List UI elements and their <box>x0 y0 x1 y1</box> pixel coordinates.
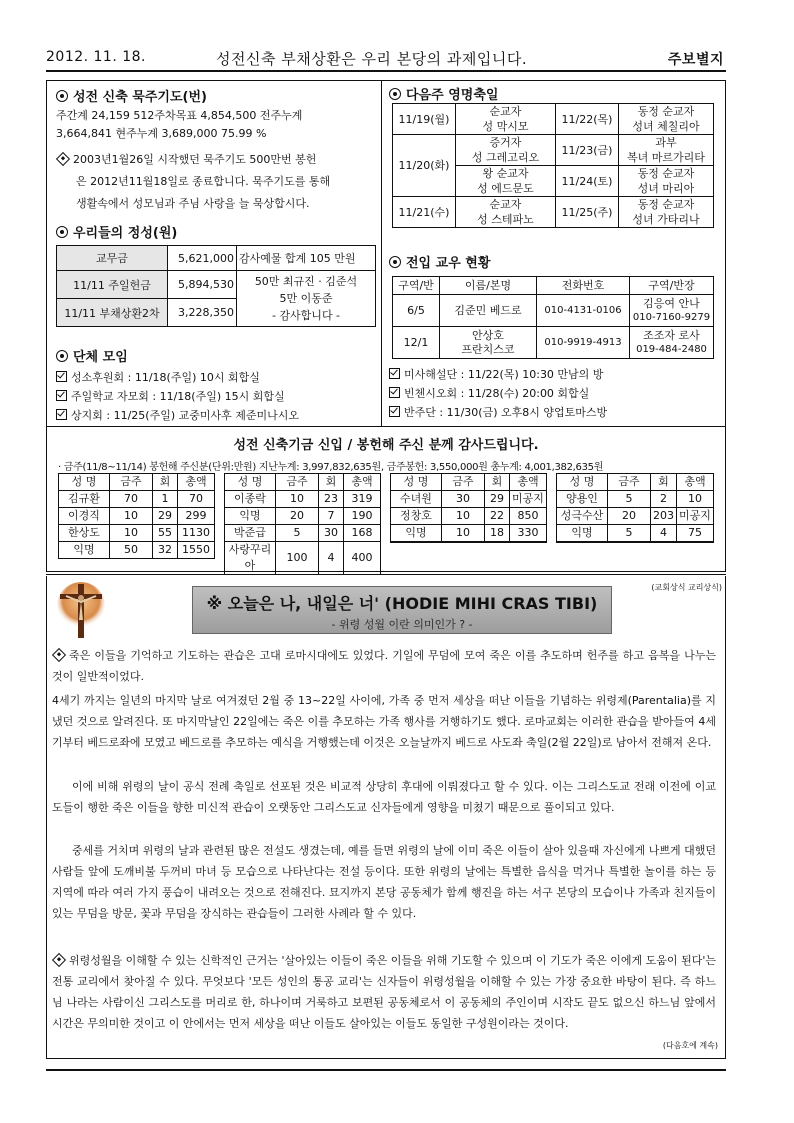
donation-cell: 299 <box>178 508 215 525</box>
feast-saint <box>619 166 714 197</box>
donation-cell: 70 <box>178 491 215 508</box>
feast-saint <box>456 135 556 166</box>
donation-table <box>58 473 215 559</box>
leader-phone: 010-7160-9279 <box>632 311 711 323</box>
event-text: 빈첸시오회 : 11/28(수) 20:00 회합실 <box>404 387 590 400</box>
feast-table <box>392 103 714 228</box>
donation-cell: 4 <box>651 525 677 542</box>
groups-title: 단체 모임 <box>73 350 128 365</box>
donation-cell: 319 <box>344 491 381 508</box>
article-paragraph-5 <box>52 950 716 1034</box>
donation-cell: 29 <box>485 491 510 508</box>
donation-col-header: 금주 <box>608 474 651 491</box>
rosary-title: 성전 신축 묵주기도(번) <box>73 90 207 105</box>
thanks-line2: 5만 이동준 <box>279 292 333 305</box>
feast-saint <box>456 197 556 228</box>
thanks-total: 감사예물 합계 105 만원 <box>237 246 376 271</box>
donation-col-header: 총액 <box>677 474 714 491</box>
offering-title: 우리들의 정성(원) <box>73 226 178 241</box>
circle-bullet-icon <box>56 350 68 362</box>
thanks-cell <box>237 271 376 327</box>
feast-title: 다음주 영명축일 <box>406 88 499 103</box>
col-header: 구역/반 <box>393 277 440 295</box>
donation-cell: 10 <box>110 525 153 542</box>
donation-row <box>391 542 547 543</box>
donation-cell: 익명 <box>59 542 110 559</box>
saint-title: 왕 순교자 <box>482 167 529 180</box>
rosary-line2: 3,664,841 현주누계 3,689,000 75.99 % <box>56 127 267 140</box>
article-title: ※ 오늘은 나, 내일은 너' (HODIE MIHI CRAS TIBI) <box>206 594 598 613</box>
article-paragraph-2: 4세기 까지는 일년의 마지막 날로 여겨졌던 2월 중 13~22일 사이에, 가족 중 먼저 세상을 떠난 이들을 기념하는 위령제(Parentalia)를 지냈던 것으로 알려진다. 또 마지막날인 22일에는 죽은 이를 추모하는 가족 행사를 거행하기도 했다. 로마교회는 이러한 관습을 받아들여 4세기부터 베드로좌에 모였고 베드로를 추모하는 예식을 거행했는데 이것은 오늘날까지 베드로 사도좌 축일(2월 22일)로 남아서 전해져 온다. <box>52 694 716 749</box>
group-item <box>56 388 376 404</box>
diamond-bullet-icon <box>52 953 66 967</box>
donation-cell <box>442 542 485 543</box>
newcomer-name <box>440 327 537 359</box>
header-slogan: 성전신축 부채상환은 우리 본당의 과제입니다. <box>216 50 528 68</box>
donation-row <box>225 491 381 508</box>
paragraph-text: 위령성월을 이해할 수 있는 신학적인 근거는 '살아있는 이들이 죽은 이들을 위해 기도할 수 있으며 이 기도가 죽은 이에게 도움이 된다'는 전통 교리에서 찾아질 수 있다. 무엇보다 '모든 성인의 통공 교리'는 신자들이 위령성월을 이해할 수 있는 가장 중요한 바탕이 된다. 즉 하느님 나라는 사람이신 그리스도를 머리로 한, 하나이며 거룩하고 보편된 공동체로서 이 공동체의 주인이며 시작도 끝도 없으신 하느님 앞에서 시간은 무의미한 것이고 이 안에서는 먼저 세상을 떠난 이들도 살아있는 이들도 동일한 구성원이라는 것이다. <box>52 954 716 1030</box>
donation-cell: 30 <box>319 525 344 542</box>
donation-cell: 20 <box>608 508 651 525</box>
feast-saint <box>619 197 714 228</box>
donation-cell <box>485 542 510 543</box>
article-paragraph-4: 중세를 거치며 위령의 날과 관련된 많은 전설도 생겼는데, 예를 들면 위령의 날에 이미 죽은 이들이 살아 있을때 자신에게 나쁘게 대했던 사람들 앞에 도깨비불 두꺼비 마녀 등 모습으로 나타난다는 전설 등이다. 또한 위령의 날에는 특별한 음식을 먹거나 특별한 놀이를 하는 등 지역에 따라 여러 가지 풍습이 내려오는 것으로 전해진다. 묘지까지 본당 공동체가 함께 행진을 하는 서구 본당의 모습이나 가족과 친지들이 있는 무덤을 방문, 꽃과 무덤을 장식하는 관습들이 그러한 사례라 할 수 있다. <box>52 844 716 920</box>
donation-title: 성전 신축기금 신입 / 봉헌해 주신 분께 감사드립니다. <box>233 438 539 453</box>
donation-cell: 정창호 <box>391 508 442 525</box>
donation-cell: 미공지 <box>510 491 547 508</box>
donation-col-header: 회 <box>153 474 178 491</box>
saint-name: 성녀 가타리나 <box>632 213 700 226</box>
check-bullet-icon <box>389 406 400 417</box>
donation-cell: 수녀원 <box>391 491 442 508</box>
donation-cell <box>391 542 442 543</box>
saint-name: 성 막시모 <box>482 120 529 133</box>
check-bullet-icon <box>56 371 67 382</box>
page-header <box>46 46 726 68</box>
donation-cell: 미공지 <box>677 508 714 525</box>
donation-row <box>557 491 714 508</box>
group-item-text: 상지회 : 11/25(주일) 교중미사후 제준미나시오 <box>71 409 299 422</box>
groups-title-row <box>56 346 376 365</box>
event-text: 미사해설단 : 11/22(목) 10:30 만남의 방 <box>404 368 604 381</box>
donation-cell: 김규환 <box>59 491 110 508</box>
donation-cell: 한상도 <box>59 525 110 542</box>
donation-cell: 10 <box>677 491 714 508</box>
rosary-note-3: 생활속에서 성모님과 주님 사랑을 늘 묵상합시다. <box>76 197 310 210</box>
donation-cell: 850 <box>510 508 547 525</box>
rosary-note-1 <box>56 151 376 167</box>
feast-saint <box>619 104 714 135</box>
rosary-title-row <box>56 86 376 105</box>
article-top-rule <box>46 574 726 575</box>
header-rule <box>46 70 726 72</box>
donation-col-header: 금주 <box>110 474 153 491</box>
feast-saint <box>619 135 714 166</box>
donation-col-header: 회 <box>651 474 677 491</box>
donation-cell: 2 <box>651 491 677 508</box>
newcomer-zone: 12/1 <box>393 327 440 359</box>
donation-row <box>391 525 547 542</box>
diamond-bullet-icon <box>56 152 70 166</box>
donation-cell <box>608 542 651 543</box>
donation-col-header: 금주 <box>276 474 319 491</box>
leader-phone: 019-484-2480 <box>636 343 707 355</box>
donation-col-header: 금주 <box>442 474 485 491</box>
col-header: 이름/본명 <box>440 277 537 295</box>
newcomer-leader <box>630 327 714 359</box>
paragraph-text: 죽은 이들을 기억하고 기도하는 관습은 고대 로마시대에도 있었다. 기일에 무덤에 모여 죽은 이를 추도하며 헌주를 하고 음복을 나누는 것이 일반적이었다. <box>52 649 716 683</box>
article-subtitle: - 위령 성월 이란 의미인가 ? - <box>331 618 473 631</box>
donation-cell: 330 <box>510 525 547 542</box>
feast-date: 11/20(화) <box>393 135 456 197</box>
continued-note: (다음호에 계속) <box>662 1041 718 1050</box>
article-right-border <box>725 576 726 1058</box>
donation-row <box>59 542 215 559</box>
offering-table <box>56 245 376 327</box>
group-item <box>56 369 376 385</box>
feast-date: 11/22(목) <box>556 104 619 135</box>
issue-date: 2012. 11. 18. <box>46 49 147 65</box>
newcomers-title: 전입 교우 현황 <box>406 256 491 271</box>
donation-cell <box>557 542 608 543</box>
donation-cell: 박준급 <box>225 525 276 542</box>
rosary-note-text: 2003년1월26일 시작했던 묵주기도 500만번 봉헌 <box>73 153 317 166</box>
donation-cell: 203 <box>651 508 677 525</box>
offering-title-row <box>56 222 177 241</box>
donation-cell: 168 <box>344 525 381 542</box>
saint-name: 성 에드문도 <box>477 182 534 195</box>
rosary-line1: 주간계 24,159 512주차목표 4,854,500 전주누계 <box>56 109 303 122</box>
donation-cell: 10 <box>442 508 485 525</box>
donation-col-header: 회 <box>485 474 510 491</box>
crucifix-image <box>56 580 106 640</box>
offering-label: 11/11 부채상환2차 <box>57 299 168 327</box>
page-footer-rule <box>46 1069 726 1071</box>
donation-cell: 55 <box>153 525 178 542</box>
diamond-bullet-icon <box>52 648 66 662</box>
saint-title: 순교자 <box>489 105 522 118</box>
donation-row <box>59 508 215 525</box>
donation-row <box>225 542 381 575</box>
donation-cell: 7 <box>319 508 344 525</box>
publication-name: 주보별지 <box>667 52 724 68</box>
donation-col-header: 회 <box>319 474 344 491</box>
check-bullet-icon <box>389 368 400 379</box>
donation-col-header: 총액 <box>344 474 381 491</box>
offering-value: 5,894,530 <box>168 271 237 299</box>
offering-value: 5,621,000 <box>168 246 237 271</box>
circle-bullet-icon <box>389 88 401 100</box>
donation-row <box>225 525 381 542</box>
event-text: 반주단 : 11/30(금) 오후8시 양업토마스방 <box>404 406 608 419</box>
donation-cell: 1550 <box>178 542 215 559</box>
col-header: 구역/반장 <box>630 277 714 295</box>
feast-date: 11/23(금) <box>556 135 619 166</box>
donation-cell: 이종락 <box>225 491 276 508</box>
donation-table <box>224 473 381 575</box>
donation-row <box>225 508 381 525</box>
newcomer-leader <box>630 295 714 327</box>
donation-col-header: 총액 <box>178 474 215 491</box>
newcomer-phone: 010-4131-0106 <box>537 295 630 327</box>
article-left-border <box>46 576 47 1058</box>
saint-name: 성 스테파노 <box>477 213 534 226</box>
event-item <box>389 385 719 401</box>
donation-row <box>557 542 714 543</box>
donation-cell: 익명 <box>391 525 442 542</box>
saint-title: 동정 순교자 <box>637 198 695 211</box>
donation-cell <box>677 542 714 543</box>
article-source: (교회상식 교리상식) <box>651 583 722 592</box>
donation-cell: 18 <box>485 525 510 542</box>
donation-cell: 5 <box>276 525 319 542</box>
feast-date: 11/24(토) <box>556 166 619 197</box>
donation-cell: 22 <box>485 508 510 525</box>
donation-cell: 32 <box>153 542 178 559</box>
donation-cell: 10 <box>276 491 319 508</box>
donation-summary: · 금주(11/8~11/14) 봉헌해 주신분(단위:만원) 지난누계: 3,997,832,635원, 금주봉헌: 3,550,000원 총누계: 4,001,382,635원 <box>58 462 604 473</box>
feast-title-row <box>389 84 498 103</box>
donation-cell: 1 <box>153 491 178 508</box>
saint-title: 동정 순교자 <box>637 105 695 118</box>
saint-title: 과부 <box>655 136 677 149</box>
donation-row <box>391 491 547 508</box>
leader-name: 조조자 로사 <box>643 328 700 342</box>
donation-cell: 성극수산 <box>557 508 608 525</box>
donation-cell: 190 <box>344 508 381 525</box>
donation-cell: 이경직 <box>59 508 110 525</box>
donation-row <box>59 525 215 542</box>
donation-cell: 30 <box>442 491 485 508</box>
donation-cell: 23 <box>319 491 344 508</box>
group-item <box>56 407 376 423</box>
offering-label: 교무금 <box>57 246 168 271</box>
newcomer-name-line: 프란치스코 <box>461 342 515 356</box>
leader-name: 김응여 안나 <box>643 296 700 310</box>
donation-cell: 29 <box>153 508 178 525</box>
saint-title: 동정 순교자 <box>637 167 695 180</box>
article-paragraph-3: 이에 비해 위령의 날이 공식 전례 축일로 선포된 것은 비교적 상당히 후대에 이뤄졌다고 할 수 있다. 이는 그리스도교 전래 이전에 이교도들이 행한 죽은 이들을 향한 미신적 관습이 오랫동안 그리스도교 신자들에게 영향을 미쳤기 때문으로 풀이되고 있다. <box>52 780 716 814</box>
groups-section <box>56 346 376 423</box>
donation-cell: 양용인 <box>557 491 608 508</box>
circle-bullet-icon <box>56 90 68 102</box>
donation-table <box>556 473 714 543</box>
donation-cell: 5 <box>608 525 651 542</box>
offering-value: 3,228,350 <box>168 299 237 327</box>
newcomer-phone: 010-9919-4913 <box>537 327 630 359</box>
column-divider <box>381 80 382 427</box>
thanks-line3: - 감사합니다 - <box>271 309 341 322</box>
donation-cell: 75 <box>677 525 714 542</box>
saint-title: 순교자 <box>489 198 522 211</box>
donation-col-header: 총액 <box>510 474 547 491</box>
offering-label: 11/11 주일헌금 <box>57 271 168 299</box>
donation-cell: 70 <box>110 491 153 508</box>
events-list <box>389 366 719 420</box>
event-item <box>389 404 719 420</box>
saint-title: 증거자 <box>489 136 522 149</box>
circle-bullet-icon <box>56 226 68 238</box>
donation-cell: 400 <box>344 542 381 575</box>
donation-cell <box>651 542 677 543</box>
donation-cell <box>510 542 547 543</box>
saint-name: 성녀 체칠리아 <box>632 120 700 133</box>
check-bullet-icon <box>389 387 400 398</box>
feast-saint <box>456 104 556 135</box>
rosary-note-2: 은 2012년11월18일로 종료합니다. 묵주기도를 통해 <box>76 175 331 188</box>
donation-cell: 10 <box>110 508 153 525</box>
donation-cell: 익명 <box>557 525 608 542</box>
donation-cell: 사랑꾸리아 <box>225 542 276 575</box>
donation-col-header: 성 명 <box>391 474 442 491</box>
donation-cell: 10 <box>442 525 485 542</box>
donation-row <box>557 508 714 525</box>
article-bottom-rule <box>46 1058 726 1059</box>
newcomers-title-row <box>389 252 490 271</box>
crucifix-icon <box>56 580 106 640</box>
thanks-line1: 50만 최규진 · 김준석 <box>254 275 358 288</box>
newcomer-zone: 6/5 <box>393 295 440 327</box>
feast-saint <box>456 166 556 197</box>
donation-cell: 50 <box>110 542 153 559</box>
donation-cell: 익명 <box>225 508 276 525</box>
donation-cell: 20 <box>276 508 319 525</box>
donation-row <box>59 491 215 508</box>
article-paragraph-1 <box>52 645 716 687</box>
saint-name: 성 그레고리오 <box>471 151 540 164</box>
group-item-text: 성소후원회 : 11/18(주일) 10시 회합실 <box>71 371 260 384</box>
col-header: 전화번호 <box>537 277 630 295</box>
donation-row <box>557 525 714 542</box>
donation-col-header: 성 명 <box>557 474 608 491</box>
check-bullet-icon <box>56 390 67 401</box>
feast-date: 11/19(월) <box>393 104 456 135</box>
event-item <box>389 366 719 382</box>
feast-date: 11/25(주) <box>556 197 619 228</box>
donation-col-header: 성 명 <box>59 474 110 491</box>
group-item-text: 주일학교 자모회 : 11/18(주일) 15시 회합실 <box>71 390 285 403</box>
donation-row <box>391 508 547 525</box>
saint-name: 복녀 마르가리타 <box>627 151 705 164</box>
newcomer-name-line: 안상호 <box>472 328 504 342</box>
saint-name: 성녀 마리아 <box>637 182 695 195</box>
article-banner <box>192 586 612 634</box>
check-bullet-icon <box>56 409 67 420</box>
donation-cell: 5 <box>608 491 651 508</box>
newcomers-table <box>392 276 714 359</box>
donation-table <box>390 473 547 543</box>
newcomer-name: 김준민 베드로 <box>440 295 537 327</box>
rosary-section <box>56 86 376 211</box>
donation-cell: 4 <box>319 542 344 575</box>
donation-cell: 100 <box>276 542 319 575</box>
feast-date: 11/21(수) <box>393 197 456 228</box>
donation-col-header: 성 명 <box>225 474 276 491</box>
circle-bullet-icon <box>389 256 401 268</box>
donation-cell: 1130 <box>178 525 215 542</box>
